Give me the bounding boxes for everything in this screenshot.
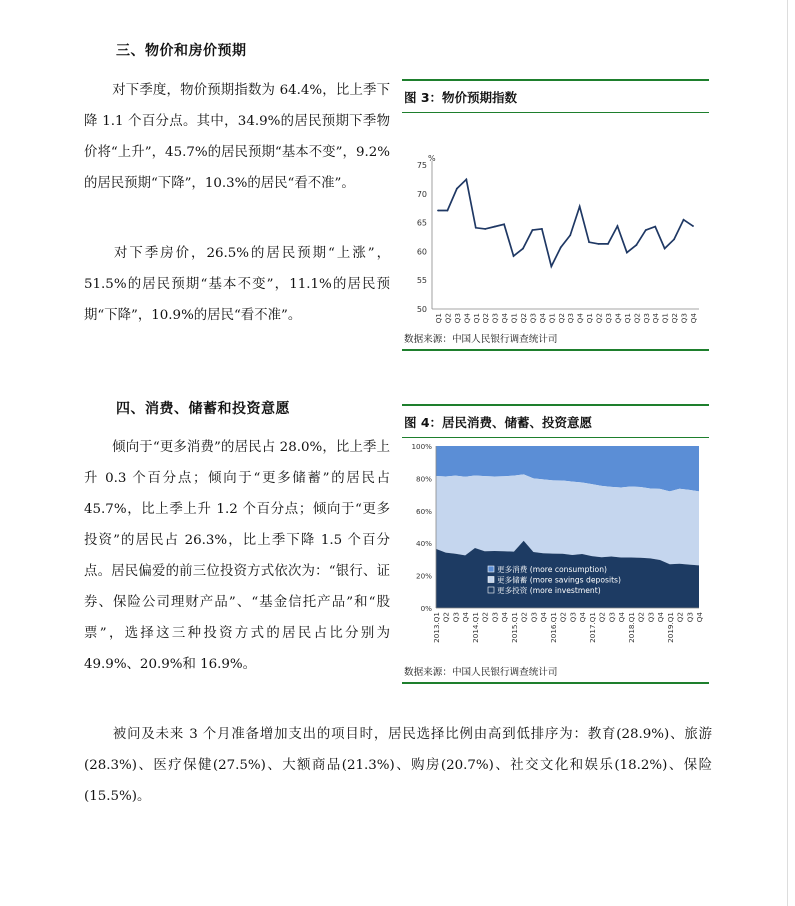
paragraph-price-expectations: 对下季度，物价预期指数为 64.4%，比上季下降 1.1 个百分点。其中，34.9%的居民预期下季物价将“上升”，45.7%的居民预期“基本不变”，9.2%的居民预期“下降”，10.3%的居民“看不准”。 (84, 83, 390, 191)
legend-swatch (488, 577, 494, 583)
data-point (541, 228, 543, 230)
x-tick-label: Q4 (500, 313, 510, 323)
y-tick-label: 80% (416, 474, 432, 484)
x-tick-label: Q3 (604, 313, 613, 323)
x-tick-label: Q3 (685, 612, 695, 623)
data-point (626, 252, 628, 254)
paragraph-consumption-savings-investment: 倾向于“更多消费”的居民占 28.0%，比上季上升 0.3 个百分点；倾向于“更多储蓄”的居民占 45.7%，比上季上升 1.2 个百分点；倾向于“更多投资”的居民占 26.3%，比上季下降 1.5 个百分点。居民偏爱的前三位投资方式依次为：“银行、证券、保险公司理财产品”、“基金信托产品”和“股票”，选择这三种投资方式的居民占比分别为 49.9%、20.9%和 16.9%。 (84, 440, 390, 672)
figure-3 (402, 79, 709, 351)
data-point (579, 206, 581, 208)
legend-swatch (488, 566, 494, 572)
x-tick-label: Q4 (613, 313, 623, 323)
data-point (456, 188, 458, 190)
data-point (635, 244, 637, 246)
x-tick-label (623, 313, 632, 323)
data-point (522, 248, 524, 250)
x-tick-label: Q3 (641, 313, 651, 323)
x-tick-label (510, 313, 519, 323)
x-tick-label: Q2 (670, 313, 680, 323)
data-point (673, 238, 675, 240)
x-tick-label: Q4 (617, 612, 627, 623)
chart-consumption-savings-investment (402, 438, 709, 656)
data-point (494, 226, 496, 228)
x-tick-label: Q2 (632, 313, 642, 323)
x-tick-label: Q2 (481, 313, 491, 323)
data-point (475, 227, 477, 229)
x-tick-label: Q3 (679, 313, 689, 323)
data-point (447, 210, 449, 212)
x-tick-label: Q4 (462, 313, 472, 323)
x-tick-label (661, 313, 670, 323)
y-tick-label: 65 (416, 218, 427, 228)
x-tick-label: Q4 (695, 612, 704, 623)
x-tick-label: Q2 (480, 612, 490, 623)
data-point (550, 265, 552, 267)
series-line-price-expectation (438, 179, 693, 266)
x-tick-label: 2015.Q1 (509, 612, 519, 643)
x-tick-label: 2018.Q1 (626, 612, 636, 643)
x-tick-label: Q4 (651, 313, 661, 323)
data-point (692, 225, 694, 227)
data-point (588, 241, 590, 243)
x-tick-label: Q3 (490, 612, 500, 623)
legend-label: 更多投资 (more investment) (497, 586, 601, 595)
data-point (617, 225, 619, 227)
data-point (654, 226, 656, 228)
figure-4-source: 数据来源：中国人民银行调查统计司 (404, 667, 558, 678)
y-tick-label: 60 (416, 247, 427, 257)
x-tick-label: Q4 (500, 612, 510, 623)
x-tick-label: 2019.Q1 (665, 612, 675, 643)
x-tick-label: Q2 (556, 313, 566, 323)
x-tick-label: Q2 (443, 313, 453, 323)
y-tick-label: 20% (416, 571, 432, 581)
legend-label: 更多储蓄 (more savings deposits) (497, 575, 621, 585)
x-tick-label: Q4 (689, 313, 698, 323)
x-tick-label (434, 313, 443, 323)
figure-bottom-rule (402, 682, 709, 684)
y-tick-label: 75 (416, 161, 427, 170)
figure-bottom-rule (402, 349, 709, 351)
data-point (503, 223, 505, 225)
x-tick-label (547, 313, 556, 323)
x-tick-label: Q4 (578, 612, 588, 623)
x-tick-label: Q4 (539, 612, 549, 623)
data-point (598, 243, 600, 245)
x-tick-label: 2016.Q1 (548, 612, 558, 643)
figure-4 (402, 404, 709, 684)
data-point (607, 243, 609, 245)
y-tick-label: 70 (416, 189, 427, 199)
x-tick-label: 2014.Q1 (470, 612, 480, 643)
legend-label: 更多消费 (more consumption) (497, 565, 607, 574)
figure-3-title: 图 3：物价预期指数 (404, 90, 518, 105)
x-tick-label: Q2 (519, 313, 528, 323)
data-point (532, 229, 534, 231)
y-tick-label: 50 (416, 305, 427, 314)
x-tick-label: 2017.Q1 (587, 612, 597, 643)
y-tick-label: 100% (411, 442, 432, 451)
x-tick-label: Q3 (568, 612, 578, 623)
section-heading-price-expectations: 三、物价和房价预期 (116, 43, 247, 59)
x-tick-label (585, 313, 594, 323)
x-tick-label: Q3 (566, 313, 576, 323)
x-tick-label (472, 313, 481, 323)
x-tick-label: Q2 (441, 612, 451, 623)
data-point (513, 255, 515, 257)
data-point (437, 210, 439, 212)
x-tick-label: Q2 (594, 313, 604, 323)
y-tick-label: 0% (420, 604, 432, 613)
data-point (645, 229, 647, 231)
x-tick-label: Q4 (537, 313, 547, 323)
x-tick-label: Q3 (607, 612, 617, 623)
section-heading-consumption-savings-investment: 四、消费、储蓄和投资意愿 (116, 401, 290, 417)
x-tick-label: Q3 (646, 612, 656, 623)
x-tick-label: Q3 (451, 612, 461, 623)
data-point (484, 228, 486, 230)
x-tick-label: Q3 (452, 313, 462, 323)
x-tick-label: Q3 (528, 313, 538, 323)
x-tick-label: Q4 (461, 612, 471, 623)
y-tick-label: 55 (416, 276, 427, 286)
x-tick-label: Q2 (597, 612, 607, 623)
y-tick-label: 40% (416, 539, 432, 549)
y-tick-label: 60% (416, 506, 432, 516)
x-tick-label: Q4 (575, 313, 585, 323)
data-point (560, 246, 562, 248)
paragraph-spending-plans: 被问及未来 3 个月准备增加支出的项目时，居民选择比例由高到低排序为：教育(28.9%)、旅游(28.3%)、医疗保健(27.5%)、大额商品(21.3%)、购房(20.7%)、社交文化和娱乐(18.2%)、保险(15.5%)。 (84, 727, 712, 804)
x-tick-label: Q4 (656, 612, 666, 623)
x-tick-label: 2013.Q1 (432, 612, 441, 643)
data-point (683, 219, 685, 221)
x-tick-label: Q3 (490, 313, 500, 323)
x-tick-label: Q2 (636, 612, 646, 623)
x-tick-label: Q2 (519, 612, 529, 623)
x-tick-label: Q2 (558, 612, 568, 623)
y-axis-unit: % (428, 154, 436, 163)
data-point (664, 248, 666, 250)
x-tick-label: Q2 (675, 612, 685, 623)
page-right-border (787, 0, 788, 906)
x-tick-label: Q3 (529, 612, 539, 623)
chart-price-expectation-index (402, 113, 709, 323)
figure-3-source: 数据来源：中国人民银行调查统计司 (404, 334, 558, 345)
legend-swatch (488, 587, 494, 593)
paragraph-house-price-expectations: 对下季房价，26.5%的居民预期“上涨”，51.5%的居民预期“基本不变”，11.1%的居民预期“下降”，10.9%的居民“看不准”。 (84, 246, 390, 323)
data-point (569, 234, 571, 236)
data-point (465, 179, 467, 181)
figure-4-title: 图 4：居民消费、储蓄、投资意愿 (404, 415, 593, 430)
